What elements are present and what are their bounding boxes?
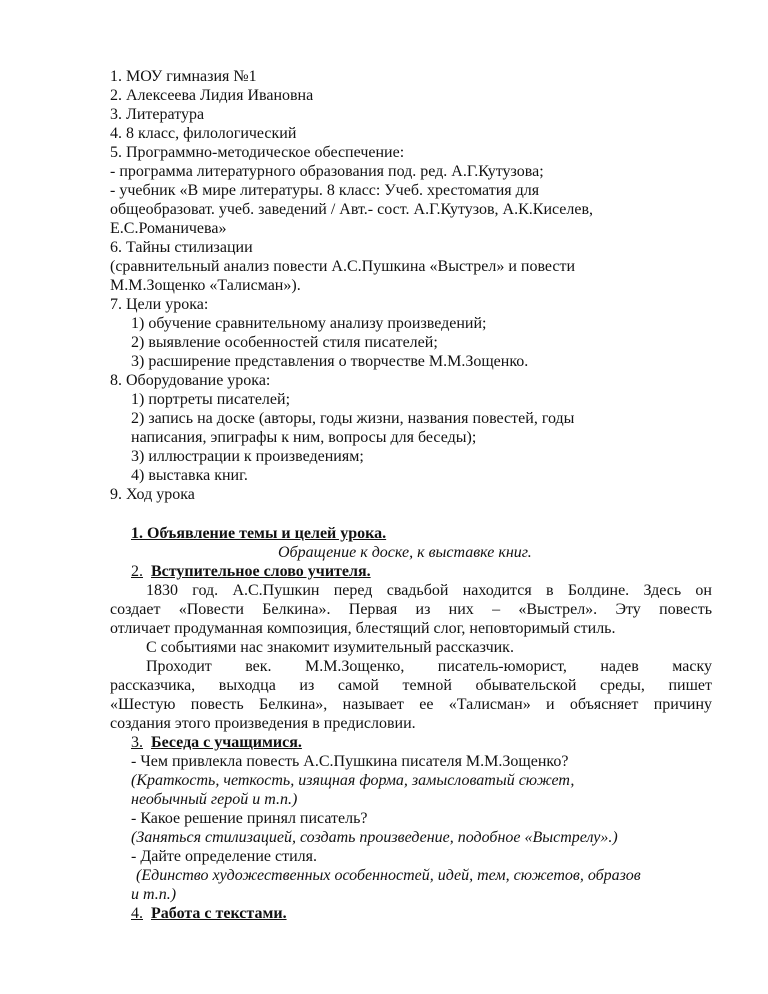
equipment-item-3: 3) иллюстрации к произведениям; bbox=[131, 448, 364, 465]
section3-answer-1b: необычный герой и т.п.) bbox=[131, 791, 298, 808]
section4-number: 4. bbox=[131, 905, 143, 922]
section2-line-8: создания этого произведения в предисловии. bbox=[110, 715, 416, 732]
section2-heading-line bbox=[131, 562, 741, 581]
meta-line-author: 2. Алексеева Лидия Ивановна bbox=[110, 87, 314, 104]
meta-line-school: 1. МОУ гимназия №1 bbox=[110, 68, 257, 85]
section2-line-2: создает «Повести Белкина». Первая из них – «Выстрел». Эту повесть bbox=[110, 601, 712, 618]
meta-line-lesson-flow: 9. Ход урока bbox=[110, 486, 195, 503]
meta-line-topic-desc-1: (сравнительный анализ повести А.С.Пушкина «Выстрел» и повести bbox=[110, 258, 576, 275]
section3-number: 3. bbox=[131, 734, 143, 751]
meta-line-support: 5. Программно-методическое обеспечение: bbox=[110, 144, 405, 161]
section3-heading-line bbox=[131, 733, 741, 752]
meta-line-equipment: 8. Оборудование урока: bbox=[110, 372, 271, 389]
meta-line-textbook-3: Е.С.Романичева» bbox=[110, 220, 227, 237]
section2-line-4: С событиями нас знакомит изумительный рассказчик. bbox=[146, 639, 514, 656]
section2-line-7: «Шестую повесть Белкина», называет ее «Талисман» и объясняет причину bbox=[110, 696, 712, 713]
section3-answer-3a: (Единство художественных особенностей, идей, тем, сюжетов, образов bbox=[136, 867, 641, 884]
meta-line-grade: 4. 8 класс, филологический bbox=[110, 125, 297, 142]
meta-line-goals: 7. Цели урока: bbox=[110, 296, 209, 313]
section2-line-6: рассказчика, выходца из самой темной обывательской среды, пишет bbox=[110, 677, 712, 694]
equipment-item-2: 2) запись на доске (авторы, годы жизни, названия повестей, годы bbox=[131, 410, 575, 427]
meta-line-topic: 6. Тайны стилизации bbox=[110, 239, 253, 256]
equipment-item-4: 4) выставка книг. bbox=[131, 467, 248, 484]
meta-line-program: - программа литературного образования под. ред. А.Г.Кутузова; bbox=[110, 163, 544, 180]
section2-line-1: 1830 год. А.С.Пушкин перед свадьбой находится в Болдине. Здесь он bbox=[146, 582, 712, 599]
meta-line-textbook-2: общеобразоват. учеб. заведений / Авт.- сост. А.Г.Кутузов, А.К.Киселев, bbox=[110, 201, 594, 218]
section3-question-3: - Дайте определение стиля. bbox=[131, 848, 318, 865]
section1-subtitle: Обращение к доске, к выставке книг. bbox=[278, 544, 532, 561]
section3-question-2: - Какое решение принял писатель? bbox=[131, 810, 368, 827]
meta-line-topic-desc-2: М.М.Зощенко «Талисман»). bbox=[110, 277, 301, 294]
section3-question-1: - Чем привлекла повесть А.С.Пушкина писателя М.М.Зощенко? bbox=[131, 753, 569, 770]
section4-heading-line bbox=[131, 904, 741, 923]
equipment-item-1: 1) портреты писателей; bbox=[131, 391, 291, 408]
section3-answer-2: (Заняться стилизацией, создать произведение, подобное «Выстрелу».) bbox=[131, 829, 618, 846]
goal-item-3: 3) расширение представления о творчестве М.М.Зощенко. bbox=[131, 353, 529, 370]
goal-item-1: 1) обучение сравнительному анализу произведений; bbox=[131, 315, 487, 332]
section3-heading: Беседа с учащимися. bbox=[151, 734, 302, 751]
section2-number: 2. bbox=[131, 563, 143, 580]
section3-answer-1a: (Краткость, четкость, изящная форма, замысловатый сюжет, bbox=[131, 772, 575, 789]
section4-heading: Работа с текстами. bbox=[151, 905, 287, 922]
section2-line-3: отличает продуманная композиция, блестящий слог, неповторимый стиль. bbox=[110, 620, 616, 637]
meta-line-textbook-1: - учебник «В мире литературы. 8 класс: Учеб. хрестоматия для bbox=[110, 182, 540, 199]
section3-answer-3b: и т.п.) bbox=[131, 886, 177, 903]
equipment-item-2-cont: написания, эпиграфы к ним, вопросы для беседы); bbox=[131, 429, 477, 446]
meta-line-subject: 3. Литература bbox=[110, 106, 205, 123]
goal-item-2: 2) выявление особенностей стиля писателей; bbox=[131, 334, 438, 351]
section2-line-5: Проходит век. М.М.Зощенко, писатель-юморист, надев маску bbox=[146, 658, 712, 675]
section1-heading: 1. Объявление темы и целей урока. bbox=[131, 525, 387, 542]
section2-heading: Вступительное слово учителя. bbox=[151, 563, 371, 580]
